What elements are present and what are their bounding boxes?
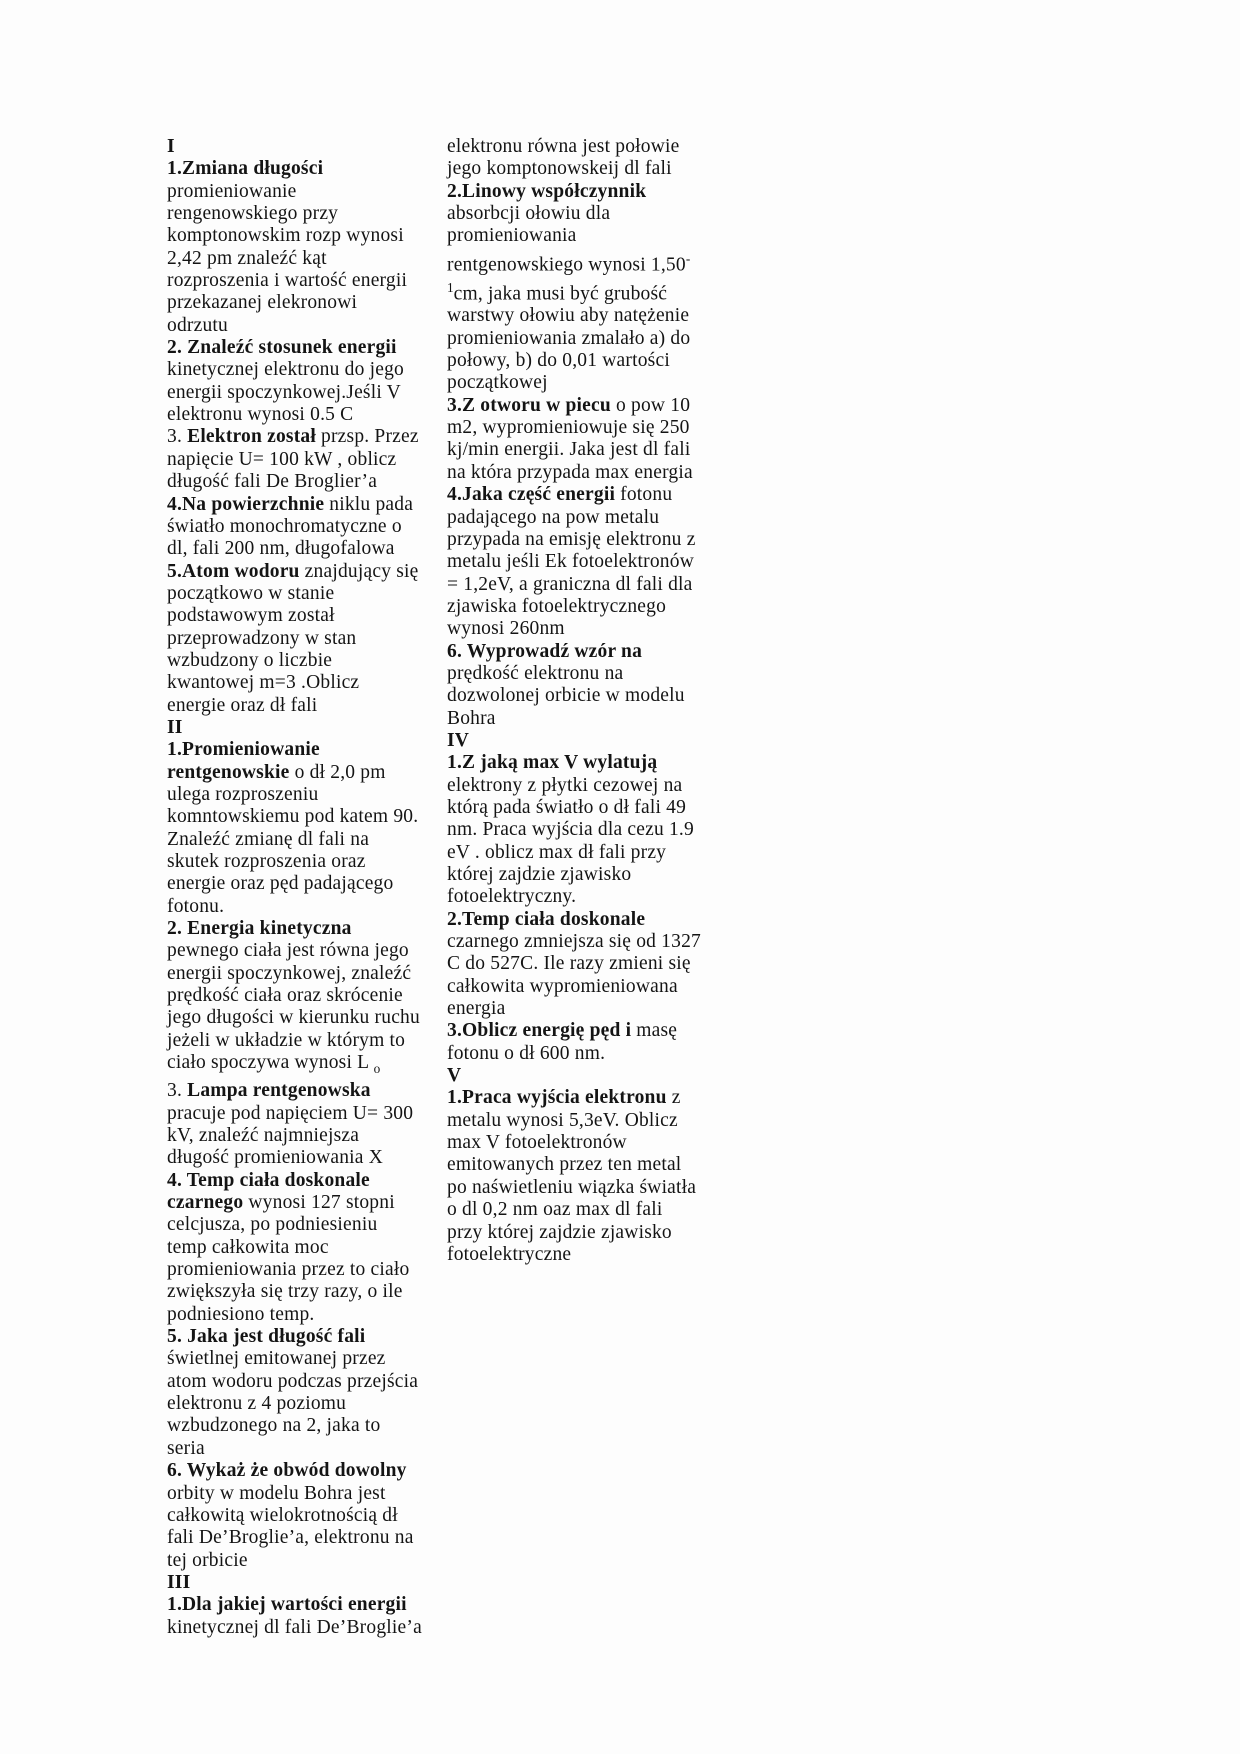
text-line xyxy=(447,225,747,247)
text-run: masę xyxy=(631,1020,678,1042)
text-line xyxy=(167,1030,467,1052)
text-run: zjawiska fotoelektrycznego xyxy=(447,595,667,617)
text-line xyxy=(447,1222,747,1244)
text-line xyxy=(447,618,747,640)
text-line xyxy=(167,985,467,1007)
text-line xyxy=(447,909,747,931)
text-run: promieniowania xyxy=(447,225,577,247)
text-line xyxy=(167,1214,467,1236)
text-line xyxy=(167,292,467,314)
text-line xyxy=(447,181,747,203)
text-run: wynosi 127 stopni xyxy=(243,1192,395,1214)
text-line xyxy=(167,918,467,940)
text-run: jego długości w kierunku ruchu xyxy=(167,1007,420,1029)
text-run: max V fotoelektronów xyxy=(447,1132,627,1154)
text-run: o dl 0,2 nm oaz max dl fali xyxy=(447,1199,663,1221)
text-line xyxy=(447,277,747,306)
text-line xyxy=(447,1110,747,1132)
text-line xyxy=(167,426,467,448)
text-line xyxy=(167,628,467,650)
text-run: napięcie U= 100 kW , oblicz xyxy=(167,448,397,470)
text-line xyxy=(167,762,467,784)
text-line xyxy=(167,1594,467,1616)
text-line xyxy=(167,873,467,895)
text-line xyxy=(167,516,467,538)
text-line xyxy=(167,1103,467,1125)
text-line xyxy=(167,1505,467,1527)
text-run: po naświetleniu wiązka światła xyxy=(447,1176,697,1198)
text-run: światło monochromatyczne o xyxy=(167,515,402,537)
text-run: kwantowej m=3 .Oblicz xyxy=(167,672,360,694)
text-line xyxy=(447,685,747,707)
text-run: celcjusza, po podniesieniu xyxy=(167,1214,378,1236)
text-run: seria xyxy=(167,1437,205,1459)
text-run: fotoelektryczne xyxy=(447,1243,572,1265)
text-line xyxy=(167,1415,467,1437)
text-run-bold: 5. Jaka jest długość fali xyxy=(167,1326,366,1348)
text-line xyxy=(167,583,467,605)
text-run: nm. Praca wyjścia dla cezu 1.9 xyxy=(447,819,694,841)
text-line xyxy=(447,842,747,864)
text-line xyxy=(447,1199,747,1221)
text-run: 1 xyxy=(447,279,454,295)
text-line xyxy=(447,663,747,685)
text-line xyxy=(447,641,747,663)
text-line xyxy=(447,1020,747,1042)
text-run-bold: 6. Wyprowadź wzór na xyxy=(447,640,643,662)
text-run: dozwolonej orbicie w modelu xyxy=(447,685,685,707)
text-run: promieniowania przez to ciało xyxy=(167,1259,410,1281)
text-run-bold: Elektron został xyxy=(187,426,316,448)
text-run: fotonu. xyxy=(167,895,225,917)
text-line xyxy=(447,395,747,417)
text-line xyxy=(447,730,747,752)
text-line xyxy=(167,1438,467,1460)
text-run: 2,42 pm znaleźć kąt xyxy=(167,247,327,269)
text-run: ciało spoczywa wynosi L xyxy=(167,1052,374,1074)
text-line xyxy=(447,1087,747,1109)
text-line xyxy=(167,1125,467,1147)
text-line xyxy=(167,449,467,471)
text-run-bold: 4.Na powierzchnie xyxy=(167,493,325,515)
text-line xyxy=(167,1550,467,1572)
text-run-bold: 1.Z jaką max V wylatują xyxy=(447,752,658,774)
text-run: jeżeli w układzie w którym to xyxy=(167,1029,406,1051)
text-line xyxy=(167,1007,467,1029)
text-line xyxy=(167,829,467,851)
text-line xyxy=(167,1326,467,1348)
text-line xyxy=(167,181,467,203)
text-line xyxy=(167,1617,467,1639)
text-line xyxy=(167,315,467,337)
text-line xyxy=(167,784,467,806)
text-line xyxy=(167,1147,467,1169)
text-run: promieniowanie xyxy=(167,180,297,202)
text-line xyxy=(167,538,467,560)
text-line xyxy=(167,158,467,180)
text-run: cm, jaka musi być grubość xyxy=(453,283,668,305)
text-run-bold: I xyxy=(167,136,175,157)
text-line xyxy=(447,350,747,372)
text-line xyxy=(447,886,747,908)
text-run: podstawowym został xyxy=(167,605,335,627)
text-run-bold: 2. Znaleźć stosunek energii xyxy=(167,337,397,359)
text-line xyxy=(447,864,747,886)
text-line xyxy=(447,417,747,439)
text-run-bold: 3.Oblicz energię pęd i xyxy=(447,1020,632,1042)
text-line xyxy=(167,359,467,381)
text-run: o pow 10 xyxy=(610,394,691,416)
text-run: 3. xyxy=(167,426,188,448)
text-run: 3. xyxy=(167,1080,188,1102)
text-line xyxy=(167,1052,467,1080)
text-run: pracuje pod napięciem U= 300 xyxy=(167,1102,414,1124)
text-run: na która przypada max energia xyxy=(447,461,693,483)
text-line xyxy=(167,337,467,359)
text-run: energii spoczynkowej, znaleźć xyxy=(167,962,412,984)
text-run: dl, fali 200 nm, długofalowa xyxy=(167,538,395,560)
text-line xyxy=(447,158,747,180)
text-run: wynosi 260nm xyxy=(447,618,565,640)
text-run: warstwy ołowiu aby natężenie xyxy=(447,305,690,327)
text-line xyxy=(447,976,747,998)
text-line xyxy=(167,739,467,761)
text-line xyxy=(167,203,467,225)
text-run-bold: 3.Z otworu w piecu xyxy=(447,394,611,416)
text-line xyxy=(447,998,747,1020)
text-run: m2, wypromieniowuje się 250 xyxy=(447,417,690,439)
text-run: elektronu wynosi 0.5 C xyxy=(167,404,354,426)
text-line xyxy=(167,650,467,672)
text-line xyxy=(167,136,467,158)
text-run: padającego na pow metalu xyxy=(447,506,660,528)
text-run: Bohra xyxy=(447,707,496,729)
text-line xyxy=(447,931,747,953)
text-run: tej orbicie xyxy=(167,1549,248,1571)
text-line xyxy=(447,507,747,529)
text-run: przeprowadzony w stan xyxy=(167,627,357,649)
text-line xyxy=(167,1371,467,1393)
text-line xyxy=(447,797,747,819)
text-run: rengenowskiego przy xyxy=(167,203,339,225)
text-line xyxy=(447,953,747,975)
text-run: rozproszenia i wartość energii xyxy=(167,270,408,292)
text-run-bold: 4.Jaka część energii xyxy=(447,484,616,506)
text-line xyxy=(167,471,467,493)
text-line xyxy=(447,708,747,730)
text-run: energia xyxy=(447,998,506,1020)
text-line xyxy=(167,672,467,694)
text-line xyxy=(167,225,467,247)
text-run: fotonu o dł 600 nm. xyxy=(447,1042,606,1064)
text-line xyxy=(167,1259,467,1281)
text-run: orbity w modelu Bohra jest xyxy=(167,1482,386,1504)
text-run: metalu jeśli Ek fotoelektronów xyxy=(447,551,694,573)
text-line xyxy=(167,940,467,962)
text-run: przekazanej elekronowi xyxy=(167,292,358,314)
text-run: kV, znaleźć najmniejsza xyxy=(167,1125,360,1147)
text-line xyxy=(167,248,467,270)
text-line xyxy=(167,1170,467,1192)
text-run: długość fali De Broglier’a xyxy=(167,471,378,493)
text-run: wzbudzony o liczbie xyxy=(167,649,333,671)
text-run-bold: 4. Temp ciała doskonale xyxy=(167,1169,370,1191)
text-line xyxy=(447,551,747,573)
text-line xyxy=(447,136,747,158)
text-run: atom wodoru podczas przejścia xyxy=(167,1370,419,1392)
text-run: połowy, b) do 0,01 wartości xyxy=(447,350,670,372)
text-run-bold: 1.Zmiana długości xyxy=(167,158,324,180)
text-run: energii spoczynkowej.Jeśli V xyxy=(167,381,401,403)
text-run: początkowej xyxy=(447,372,548,394)
text-run: rentgenowskiego wynosi 1,50 xyxy=(447,254,686,276)
text-line xyxy=(167,1572,467,1594)
text-run: całkowita wypromieniowana xyxy=(447,975,678,997)
text-run: komntowskiemu pod katem 90. xyxy=(167,806,419,828)
text-run-bold: 2. Energia kinetyczna xyxy=(167,918,352,940)
text-run: o dł 2,0 pm xyxy=(289,761,386,783)
text-run: pewnego ciała jest równa jego xyxy=(167,940,409,962)
text-line xyxy=(167,806,467,828)
text-line xyxy=(167,561,467,583)
text-line xyxy=(447,305,747,327)
text-run: podniesiono temp. xyxy=(167,1303,315,1325)
text-line xyxy=(167,382,467,404)
text-run: Znaleźć zmianę dl fali na xyxy=(167,828,370,850)
text-run-bold: 6. Wykaż że obwód dowolny xyxy=(167,1460,407,1482)
text-run: = 1,2eV, a graniczna dl fali dla xyxy=(447,573,693,595)
text-run: czarnego zmniejsza się od 1327 xyxy=(447,931,701,953)
text-run: przypada na emisję elektronu z xyxy=(447,528,696,550)
text-line xyxy=(167,1460,467,1482)
text-line xyxy=(167,695,467,717)
text-column-right xyxy=(447,136,747,1266)
text-run: świetlnej emitowanej przez xyxy=(167,1348,386,1370)
text-run: kinetycznej dl fali De’Broglie’a xyxy=(167,1616,422,1638)
text-run: kj/min energii. Jaka jest dl fali xyxy=(447,439,691,461)
text-run: fotonu xyxy=(615,484,673,506)
text-run: długość promieniowania X xyxy=(167,1147,384,1169)
text-run: komptonowskim rozp wynosi xyxy=(167,225,404,247)
text-line xyxy=(167,1237,467,1259)
text-line xyxy=(447,248,747,277)
text-run-bold: V xyxy=(447,1065,462,1087)
text-run: o xyxy=(373,1060,381,1076)
text-run-bold: 1.Dla jakiej wartości energii xyxy=(167,1594,407,1616)
text-line xyxy=(447,372,747,394)
text-line xyxy=(447,1065,747,1087)
text-run: znajdujący się xyxy=(299,560,419,582)
text-line xyxy=(447,1177,747,1199)
text-line xyxy=(167,896,467,918)
text-run-bold: 1.Praca wyjścia elektronu xyxy=(447,1087,667,1109)
text-run: promieniowania zmalało a) do xyxy=(447,327,691,349)
text-run: przsp. Przez xyxy=(315,426,419,448)
text-run: elektrony z płytki cezowej na xyxy=(447,774,683,796)
text-run: początkowo w stanie xyxy=(167,582,335,604)
text-run: z xyxy=(666,1087,681,1109)
text-run-bold: IV xyxy=(447,729,470,751)
text-run: niklu pada xyxy=(324,493,414,515)
text-run: której zajdzie zjawisko xyxy=(447,864,632,885)
text-run-bold: III xyxy=(167,1571,191,1593)
text-line xyxy=(167,1192,467,1214)
text-line xyxy=(447,574,747,596)
text-line xyxy=(447,819,747,841)
text-run: fali De’Broglie’a, elektronu na xyxy=(167,1527,414,1549)
text-run-bold: Lampa rentgenowska xyxy=(187,1080,371,1102)
text-run: całkowitą wielokrotnością dł xyxy=(167,1504,398,1526)
text-run: elektronu z 4 poziomu xyxy=(167,1393,347,1415)
text-run: odrzutu xyxy=(167,314,228,336)
text-line xyxy=(447,1154,747,1176)
text-run: ulega rozproszeniu xyxy=(167,783,319,805)
text-line xyxy=(447,1132,747,1154)
text-run: metalu wynosi 5,3eV. Oblicz xyxy=(447,1109,678,1131)
text-line xyxy=(447,439,747,461)
text-line xyxy=(447,752,747,774)
text-run: eV . oblicz max dł fali przy xyxy=(447,841,667,863)
text-line xyxy=(447,203,747,225)
text-run: - xyxy=(685,250,691,266)
text-line xyxy=(167,1393,467,1415)
text-line xyxy=(447,484,747,506)
text-line xyxy=(447,462,747,484)
text-run-bold: czarnego xyxy=(167,1192,244,1214)
text-run: prędkość elektronu na xyxy=(447,662,624,684)
text-run-bold: 2.Linowy współczynnik xyxy=(447,180,647,202)
text-line xyxy=(167,270,467,292)
text-run: emitowanych przez ten metal xyxy=(447,1154,682,1176)
text-run: przy której zajdzie zjawisko xyxy=(447,1221,672,1243)
text-line xyxy=(167,404,467,426)
text-line xyxy=(167,851,467,873)
text-line xyxy=(167,1080,467,1102)
text-run: fotoelektryczny. xyxy=(447,886,577,908)
text-run: elektronu równa jest połowie xyxy=(447,136,680,157)
text-run: wzbudzonego na 2, jaka to xyxy=(167,1415,381,1437)
text-run: jego komptonowskeij dl fali xyxy=(447,158,672,180)
text-run-bold: 2.Temp ciała doskonale xyxy=(447,908,646,930)
text-run-bold: II xyxy=(167,716,183,738)
text-line xyxy=(167,717,467,739)
text-line xyxy=(447,1043,747,1065)
text-run-bold: 1.Promieniowanie xyxy=(167,739,320,761)
text-line xyxy=(167,1304,467,1326)
text-line xyxy=(167,494,467,516)
text-line xyxy=(167,1527,467,1549)
text-line xyxy=(167,1483,467,1505)
text-line xyxy=(447,596,747,618)
text-run: skutek rozproszenia oraz xyxy=(167,851,366,872)
text-run: energie oraz dł fali xyxy=(167,694,318,716)
text-run: energie oraz pęd padającego xyxy=(167,873,394,895)
text-line xyxy=(167,1348,467,1370)
text-run: absorbcji ołowiu dla xyxy=(447,203,611,225)
text-run: C do 527C. Ile razy zmieni się xyxy=(447,953,691,975)
text-line xyxy=(447,775,747,797)
text-column-left xyxy=(167,136,470,1639)
text-run-bold: 5.Atom wodoru xyxy=(167,560,300,582)
text-line xyxy=(447,328,747,350)
text-run: którą pada światło o dł fali 49 xyxy=(447,796,687,818)
text-line xyxy=(447,529,747,551)
text-line xyxy=(167,963,467,985)
text-line xyxy=(167,1281,467,1303)
text-run: temp całkowita moc xyxy=(167,1236,329,1258)
text-run-bold: rentgenowskie xyxy=(167,761,290,783)
text-run: zwiększyła się trzy razy, o ile xyxy=(167,1281,403,1303)
text-run: prędkość ciała oraz skrócenie xyxy=(167,985,403,1007)
text-line xyxy=(167,605,467,627)
text-run: kinetycznej elektronu do jego xyxy=(167,359,405,381)
text-line xyxy=(447,1244,747,1266)
